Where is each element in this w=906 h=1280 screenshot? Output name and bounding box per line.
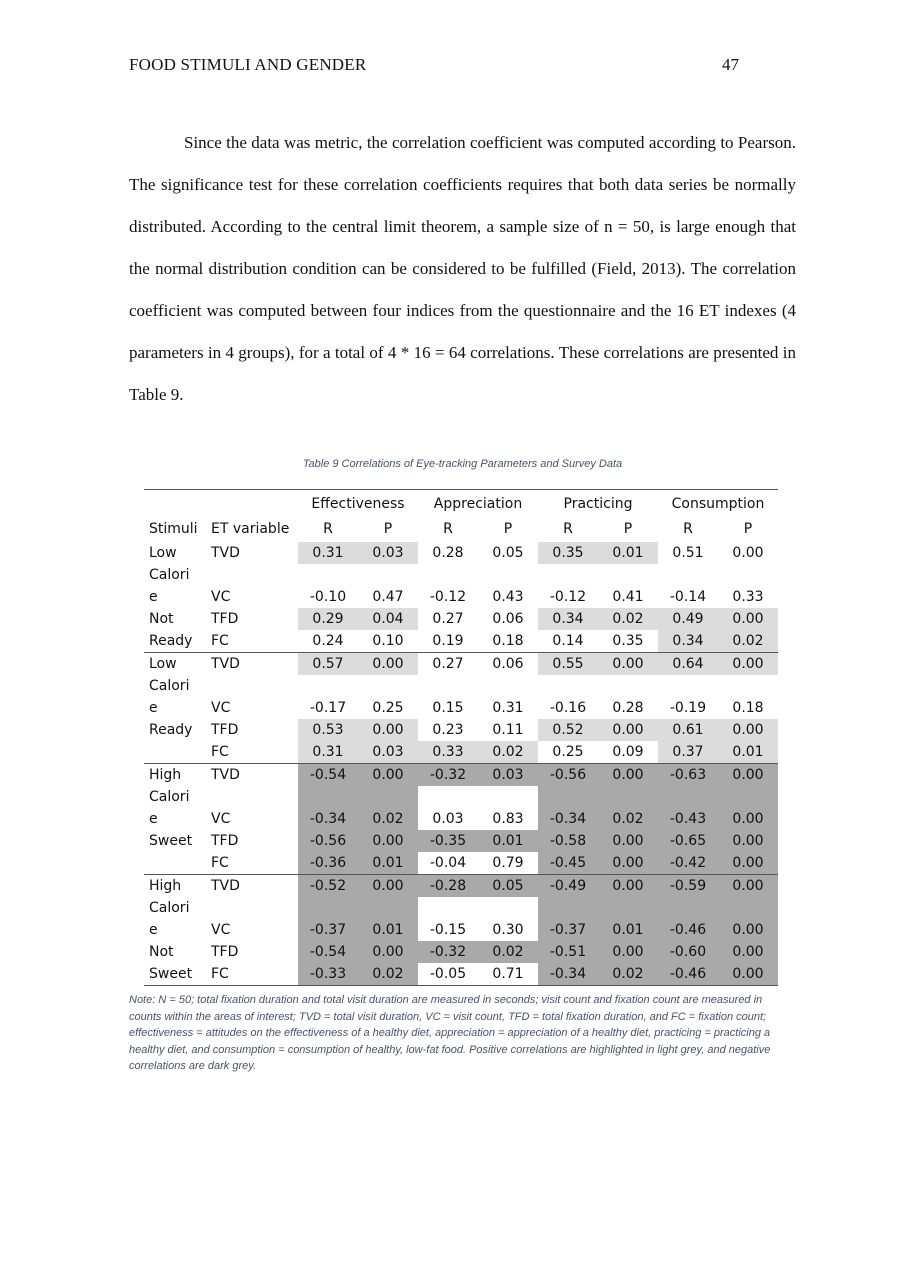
value-cell-empty bbox=[418, 786, 478, 808]
stimuli-cell: Calori bbox=[149, 900, 190, 916]
table-wrap-row bbox=[144, 564, 778, 586]
value-cell: 0.02 bbox=[478, 941, 538, 963]
value-cell: 0.37 bbox=[658, 741, 718, 764]
et-variable-empty bbox=[206, 786, 298, 808]
header-stimuli: Stimuli bbox=[149, 521, 198, 537]
header-r: R bbox=[323, 521, 333, 537]
value-cell: -0.04 bbox=[429, 855, 467, 871]
value-cell: -0.60 bbox=[658, 941, 718, 963]
table-row bbox=[144, 630, 778, 653]
table-row bbox=[144, 941, 778, 963]
value-cell: 0.53 bbox=[298, 719, 358, 741]
table-row bbox=[144, 741, 778, 764]
value-cell: 0.02 bbox=[358, 963, 418, 986]
value-cell: 0.33 bbox=[732, 589, 764, 605]
value-cell: -0.46 bbox=[658, 963, 718, 986]
value-cell: 0.00 bbox=[718, 875, 778, 898]
et-variable-cell: FC bbox=[211, 633, 229, 649]
value-cell: 0.01 bbox=[598, 542, 658, 564]
table-wrap-row bbox=[144, 786, 778, 808]
header-et-variable: ET variable bbox=[211, 521, 290, 537]
value-cell-empty bbox=[478, 897, 538, 919]
value-cell-empty bbox=[358, 897, 418, 919]
stimuli-cell: High bbox=[144, 764, 206, 787]
stimuli-cell: e bbox=[149, 811, 158, 827]
value-cell-empty bbox=[298, 675, 358, 697]
value-cell: 0.06 bbox=[478, 653, 538, 676]
table-row bbox=[144, 653, 778, 676]
value-cell: 0.57 bbox=[298, 653, 358, 676]
table-row bbox=[144, 852, 778, 875]
value-cell: 0.15 bbox=[432, 700, 464, 716]
value-cell: -0.46 bbox=[658, 919, 718, 941]
value-cell: -0.28 bbox=[418, 875, 478, 898]
correlation-table bbox=[144, 489, 778, 986]
value-cell: 0.01 bbox=[598, 919, 658, 941]
value-cell: 0.02 bbox=[718, 630, 778, 653]
stimuli-cell: Calori bbox=[149, 789, 190, 805]
value-cell-empty bbox=[658, 564, 718, 586]
value-cell: -0.36 bbox=[298, 852, 358, 875]
stimuli-cell bbox=[144, 741, 206, 764]
value-cell: 0.00 bbox=[718, 852, 778, 875]
value-cell-empty bbox=[358, 564, 418, 586]
value-cell: -0.54 bbox=[298, 941, 358, 963]
value-cell: 0.03 bbox=[358, 741, 418, 764]
value-cell-empty bbox=[658, 675, 718, 697]
header-r: R bbox=[683, 521, 693, 537]
value-cell-empty bbox=[598, 675, 658, 697]
value-cell: 0.00 bbox=[598, 875, 658, 898]
value-cell: 0.27 bbox=[432, 611, 464, 627]
value-cell: 0.00 bbox=[718, 608, 778, 630]
table-header-groups bbox=[144, 490, 778, 518]
running-head: FOOD STIMULI AND GENDER bbox=[129, 55, 367, 74]
stimuli-cell: e bbox=[149, 700, 158, 716]
stimuli-cell: Ready bbox=[149, 722, 193, 738]
value-cell: -0.63 bbox=[658, 764, 718, 787]
table-row bbox=[144, 719, 778, 741]
value-cell-empty bbox=[718, 564, 778, 586]
et-variable-cell: VC bbox=[211, 811, 231, 827]
value-cell: 0.00 bbox=[598, 764, 658, 787]
value-cell: 0.64 bbox=[658, 653, 718, 676]
value-cell: 0.18 bbox=[492, 633, 524, 649]
value-cell: 0.00 bbox=[358, 830, 418, 852]
value-cell: 0.41 bbox=[612, 589, 644, 605]
et-variable-cell: TFD bbox=[211, 722, 239, 738]
value-cell-empty bbox=[478, 786, 538, 808]
value-cell: 0.00 bbox=[598, 719, 658, 741]
value-cell: 0.00 bbox=[598, 653, 658, 676]
value-cell: 0.79 bbox=[492, 855, 524, 871]
value-cell: -0.56 bbox=[538, 764, 598, 787]
table-row bbox=[144, 875, 778, 898]
value-cell: 0.00 bbox=[718, 719, 778, 741]
value-cell: 0.28 bbox=[432, 545, 464, 561]
value-cell: 0.00 bbox=[718, 830, 778, 852]
value-cell: 0.43 bbox=[492, 589, 524, 605]
value-cell: 0.00 bbox=[358, 875, 418, 898]
value-cell: 0.00 bbox=[732, 545, 764, 561]
value-cell-empty bbox=[478, 564, 538, 586]
value-cell: -0.59 bbox=[658, 875, 718, 898]
value-cell: 0.34 bbox=[658, 630, 718, 653]
value-cell: 0.00 bbox=[718, 764, 778, 787]
table-wrap-row bbox=[144, 897, 778, 919]
value-cell: 0.05 bbox=[492, 545, 524, 561]
value-cell: 0.25 bbox=[552, 744, 584, 760]
body-paragraph: Since the data was metric, the correlation coefficient was computed according to Pearson. The significance test for these correlation coefficients requires that both data series be normally distributed. According to the central limit theorem, a sample size of n = 50, is large enough that the normal distribution condition can be considered to be fulfilled (Field, 2013). The correlation coefficient was computed between four indices from the questionnaire and the 16 ET indexes (4 parameters in 4 groups), for a total of 4 * 16 = 64 correlations. These correlations are presented in Table 9. bbox=[129, 133, 796, 404]
stimuli-cell: Sweet bbox=[144, 963, 206, 986]
value-cell: -0.17 bbox=[309, 700, 347, 716]
stimuli-cell: High bbox=[144, 875, 206, 898]
value-cell: 0.03 bbox=[478, 764, 538, 787]
value-cell: -0.65 bbox=[658, 830, 718, 852]
value-cell: -0.51 bbox=[538, 941, 598, 963]
value-cell: 0.52 bbox=[538, 719, 598, 741]
stimuli-cell: Low bbox=[144, 653, 206, 676]
value-cell: -0.58 bbox=[538, 830, 598, 852]
value-cell-empty bbox=[298, 897, 358, 919]
value-cell: 0.01 bbox=[358, 919, 418, 941]
value-cell: -0.14 bbox=[669, 589, 707, 605]
value-cell-empty bbox=[358, 786, 418, 808]
value-cell: 0.01 bbox=[358, 852, 418, 875]
value-cell: 0.31 bbox=[298, 741, 358, 764]
header-r: R bbox=[563, 521, 573, 537]
value-cell-empty bbox=[298, 786, 358, 808]
value-cell: -0.34 bbox=[298, 808, 358, 830]
value-cell-empty bbox=[598, 564, 658, 586]
value-cell: -0.12 bbox=[429, 589, 467, 605]
value-cell-empty bbox=[418, 564, 478, 586]
value-cell: 0.02 bbox=[598, 808, 658, 830]
value-cell: -0.35 bbox=[418, 830, 478, 852]
value-cell: 0.00 bbox=[598, 852, 658, 875]
value-cell: 0.05 bbox=[478, 875, 538, 898]
value-cell: -0.34 bbox=[538, 963, 598, 986]
stimuli-cell: e bbox=[149, 922, 158, 938]
table-row bbox=[144, 586, 778, 608]
value-cell: -0.32 bbox=[418, 941, 478, 963]
value-cell: 0.35 bbox=[538, 542, 598, 564]
page-number: 47 bbox=[722, 55, 739, 74]
stimuli-cell: Calori bbox=[149, 678, 190, 694]
value-cell: -0.16 bbox=[549, 700, 587, 716]
value-cell: 0.02 bbox=[478, 741, 538, 764]
header-r: R bbox=[443, 521, 453, 537]
value-cell: -0.42 bbox=[658, 852, 718, 875]
value-cell-empty bbox=[538, 897, 598, 919]
value-cell: -0.15 bbox=[429, 922, 467, 938]
header-p: P bbox=[503, 521, 513, 537]
table-caption: Table 9 Correlations of Eye-tracking Parameters and Survey Data bbox=[302, 458, 623, 470]
value-cell: 0.02 bbox=[598, 963, 658, 986]
value-cell: 0.01 bbox=[478, 830, 538, 852]
stimuli-cell bbox=[144, 852, 206, 875]
value-cell-empty bbox=[418, 675, 478, 697]
value-cell-empty bbox=[538, 786, 598, 808]
header-group-consumption: Consumption bbox=[658, 490, 778, 518]
et-variable-cell: TVD bbox=[211, 545, 240, 561]
value-cell: 0.00 bbox=[718, 941, 778, 963]
value-cell-empty bbox=[598, 897, 658, 919]
value-cell-empty bbox=[478, 675, 538, 697]
value-cell-empty bbox=[658, 786, 718, 808]
stimuli-cell: Not bbox=[149, 944, 174, 960]
et-variable-cell: FC bbox=[211, 855, 229, 871]
header-empty-cell bbox=[206, 490, 298, 518]
value-cell: 0.61 bbox=[658, 719, 718, 741]
value-cell: -0.10 bbox=[309, 589, 347, 605]
table-note: Note: N = 50; total fixation duration and total visit duration are measured in seconds; visit count and fixation count are measured in counts within the areas of interest; TVD = total visit duration, VC = visit count, TFD = total fixation duration, and FC = fixation count; effectiveness = attitudes on the effectiveness of a healthy diet, appreciation = appreciation of a healthy diet, practicing = practicing a healthy diet, and consumption = consumption of healthy, low-fat food. Positive correlations are highlighted in light grey, and negative correlations are dark grey. bbox=[129, 994, 771, 1073]
value-cell: 0.30 bbox=[492, 922, 524, 938]
value-cell: -0.33 bbox=[298, 963, 358, 986]
table-row bbox=[144, 608, 778, 630]
stimuli-cell: Calori bbox=[149, 567, 190, 583]
value-cell: 0.55 bbox=[538, 653, 598, 676]
header-p: P bbox=[383, 521, 393, 537]
body-text bbox=[129, 122, 796, 416]
value-cell: 0.04 bbox=[358, 608, 418, 630]
value-cell: 0.33 bbox=[418, 741, 478, 764]
value-cell: 0.00 bbox=[358, 764, 418, 787]
value-cell: 0.29 bbox=[298, 608, 358, 630]
value-cell: 0.51 bbox=[672, 545, 704, 561]
header-empty-cell bbox=[144, 490, 206, 518]
stimuli-cell: Not bbox=[149, 611, 174, 627]
value-cell: 0.25 bbox=[372, 700, 404, 716]
et-variable-cell: FC bbox=[211, 744, 229, 760]
value-cell: 0.00 bbox=[598, 941, 658, 963]
value-cell: 0.00 bbox=[598, 830, 658, 852]
table-row bbox=[144, 963, 778, 986]
table-row bbox=[144, 697, 778, 719]
value-cell: 0.00 bbox=[358, 653, 418, 676]
value-cell: 0.00 bbox=[718, 963, 778, 986]
stimuli-cell: Ready bbox=[149, 633, 193, 649]
value-cell: -0.37 bbox=[538, 919, 598, 941]
value-cell: 0.28 bbox=[612, 700, 644, 716]
value-cell: 0.00 bbox=[718, 653, 778, 676]
value-cell: 0.23 bbox=[432, 722, 464, 738]
stimuli-cell: Low bbox=[149, 545, 177, 561]
et-variable-empty bbox=[206, 897, 298, 919]
value-cell: 0.00 bbox=[358, 941, 418, 963]
value-cell: 0.10 bbox=[372, 633, 404, 649]
value-cell: -0.12 bbox=[549, 589, 587, 605]
header-group-effectiveness: Effectiveness bbox=[298, 490, 418, 518]
et-variable-cell: TFD bbox=[211, 944, 239, 960]
header-group-appreciation: Appreciation bbox=[418, 490, 538, 518]
table-header-columns bbox=[144, 517, 778, 542]
table-row bbox=[144, 919, 778, 941]
et-variable-cell: FC bbox=[206, 963, 298, 986]
value-cell: 0.03 bbox=[358, 542, 418, 564]
value-cell: 0.14 bbox=[552, 633, 584, 649]
value-cell-empty bbox=[658, 897, 718, 919]
value-cell: -0.54 bbox=[298, 764, 358, 787]
et-variable-cell: VC bbox=[211, 589, 231, 605]
value-cell: 0.35 bbox=[612, 633, 644, 649]
value-cell: -0.43 bbox=[658, 808, 718, 830]
stimuli-cell: e bbox=[149, 589, 158, 605]
value-cell: 0.03 bbox=[432, 811, 464, 827]
table-row bbox=[144, 764, 778, 787]
value-cell: 0.19 bbox=[432, 633, 464, 649]
et-variable-cell: TVD bbox=[206, 764, 298, 787]
et-variable-empty bbox=[206, 564, 298, 586]
et-variable-cell: VC bbox=[211, 922, 231, 938]
value-cell-empty bbox=[718, 786, 778, 808]
header-p: P bbox=[743, 521, 753, 537]
value-cell: 0.02 bbox=[358, 808, 418, 830]
et-variable-empty bbox=[206, 675, 298, 697]
value-cell: 0.11 bbox=[492, 722, 524, 738]
value-cell: -0.56 bbox=[298, 830, 358, 852]
value-cell: 0.00 bbox=[718, 919, 778, 941]
value-cell: 0.00 bbox=[358, 719, 418, 741]
value-cell: -0.34 bbox=[538, 808, 598, 830]
value-cell: 0.02 bbox=[598, 608, 658, 630]
stimuli-cell: Sweet bbox=[149, 833, 193, 849]
value-cell: -0.05 bbox=[418, 963, 478, 986]
value-cell-empty bbox=[418, 897, 478, 919]
value-cell-empty bbox=[358, 675, 418, 697]
value-cell: 0.00 bbox=[718, 808, 778, 830]
value-cell: 0.18 bbox=[732, 700, 764, 716]
et-variable-cell: TFD bbox=[211, 833, 239, 849]
et-variable-cell: TFD bbox=[211, 611, 239, 627]
value-cell: 0.34 bbox=[538, 608, 598, 630]
et-variable-cell: TVD bbox=[206, 875, 298, 898]
table-row bbox=[144, 808, 778, 830]
value-cell-empty bbox=[298, 564, 358, 586]
value-cell: 0.24 bbox=[312, 633, 344, 649]
et-variable-cell: VC bbox=[211, 700, 231, 716]
value-cell: 0.31 bbox=[298, 542, 358, 564]
value-cell: -0.19 bbox=[669, 700, 707, 716]
header-p: P bbox=[623, 521, 633, 537]
value-cell-empty bbox=[718, 675, 778, 697]
table-row bbox=[144, 830, 778, 852]
value-cell: -0.52 bbox=[298, 875, 358, 898]
header-group-practicing: Practicing bbox=[538, 490, 658, 518]
value-cell: -0.37 bbox=[298, 919, 358, 941]
value-cell: 0.27 bbox=[418, 653, 478, 676]
value-cell: -0.45 bbox=[538, 852, 598, 875]
value-cell-empty bbox=[598, 786, 658, 808]
table-wrap-row bbox=[144, 675, 778, 697]
value-cell-empty bbox=[538, 675, 598, 697]
value-cell: 0.09 bbox=[612, 744, 644, 760]
value-cell-empty bbox=[718, 897, 778, 919]
value-cell: -0.49 bbox=[538, 875, 598, 898]
value-cell: -0.32 bbox=[418, 764, 478, 787]
et-variable-cell: TVD bbox=[206, 653, 298, 676]
table-row bbox=[144, 542, 778, 564]
value-cell: 0.83 bbox=[492, 811, 524, 827]
value-cell: 0.31 bbox=[492, 700, 524, 716]
value-cell-empty bbox=[538, 564, 598, 586]
value-cell: 0.01 bbox=[718, 741, 778, 764]
value-cell: 0.47 bbox=[372, 589, 404, 605]
value-cell: 0.06 bbox=[492, 611, 524, 627]
value-cell: 0.49 bbox=[658, 608, 718, 630]
table-body bbox=[144, 490, 778, 986]
value-cell: 0.71 bbox=[478, 963, 538, 986]
